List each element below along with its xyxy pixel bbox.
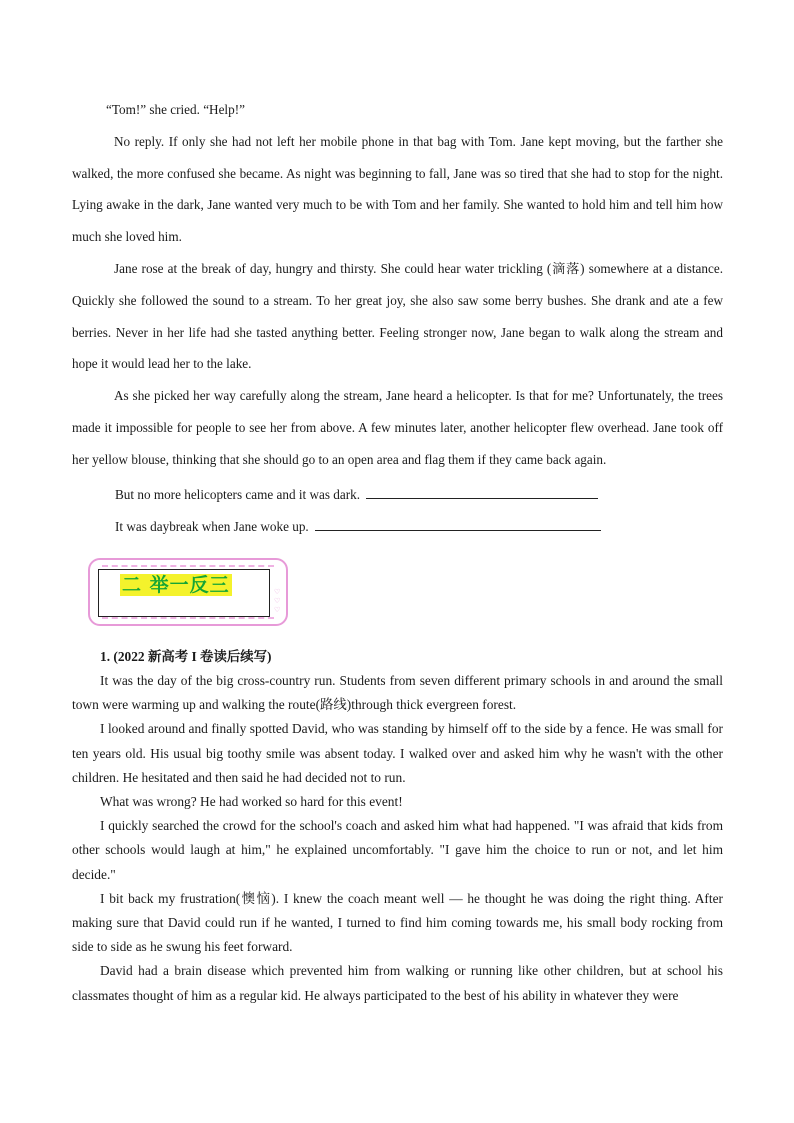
- prompt-text: It was daybreak when Jane woke up.: [115, 519, 309, 534]
- passage-paragraph: I quickly searched the crowd for the school's coach and asked him what had happened. "I was afraid that kids from other schools would laugh at him," he explained uncomfortably. "I gave him the choice to run or not, and let him decide.": [72, 818, 723, 882]
- heart-icon: ♡ ♡ ♡: [274, 588, 281, 614]
- story-paragraph: Jane rose at the break of day, hungry and thirsty. She could hear water trickling (滴落) somewhere at a distance. Quickly she followed the sound to a stream. To her great joy, she also saw some berry bushes. She drank and ate a few berries. Never in her life had she tasted anything better. Feeling stronger now, Jane began to walk along the stream and hope it would lead her to the lake.: [72, 260, 723, 372]
- story-section: [72, 94, 723, 476]
- section-heading: 二 举一反三: [122, 574, 230, 596]
- passage-paragraph: I bit back my frustration(懊恼). I knew the coach meant well — he thought he was doing the right thing. After making sure that David could run if he wanted, I turned to find him coming towards me, his small body rocking from side to side as he swung his feet forward.: [72, 890, 723, 955]
- question-title: 1. (2022 新高考 I 卷读后续写): [100, 649, 272, 664]
- passage-paragraph: I looked around and finally spotted David, who was standing by himself off to the side by a fence. He was small for ten years old. His usual big toothy smile was absent today. I walked over and asked him why he wasn't with the other children. He hesitated and then said he had decided not to run.: [72, 721, 723, 785]
- passage-paragraph: David had a brain disease which prevented him from walking or running like other children, but at school his classmates thought of him as a regular kid. He always participated to the best of his ability in whatever they were: [72, 963, 723, 1003]
- story-paragraph: “Tom!” she cried. “Help!”: [106, 102, 245, 117]
- question-passage: [72, 669, 723, 1008]
- passage-paragraph: What was wrong? He had worked so hard for this event!: [100, 794, 403, 810]
- section-badge: [88, 558, 288, 626]
- story-paragraph: No reply. If only she had not left her mobile phone in that bag with Tom. Jane kept moving, but the farther she walked, the more confused she became. As night was beginning to fall, Jane was so tired that she had to stop for the night. Lying awake in the dark, Jane wanted very much to be with Tom and her family. She wanted to hold him and tell him how much she loved him.: [72, 133, 723, 245]
- answer-blank[interactable]: [315, 516, 601, 531]
- decorative-border: [102, 617, 274, 619]
- answer-blank[interactable]: [366, 484, 598, 499]
- continuation-prompt-1: [115, 484, 598, 503]
- prompt-text: But no more helicopters came and it was dark.: [115, 487, 360, 502]
- decorative-border: [102, 565, 274, 567]
- passage-paragraph: It was the day of the big cross-country run. Students from seven different primary schools in and around the small town were warming up and walking the route(路线)through thick evergreen forest.: [72, 673, 723, 713]
- continuation-prompt-2: [115, 516, 601, 535]
- story-paragraph: As she picked her way carefully along the stream, Jane heard a helicopter. Is that for me? Unfortunately, the trees made it impossible for people to see her from above. A few minutes later, another helicopter flew overhead. Jane took off her yellow blouse, thinking that she should go to an open area and flag them if they came back again.: [72, 388, 723, 467]
